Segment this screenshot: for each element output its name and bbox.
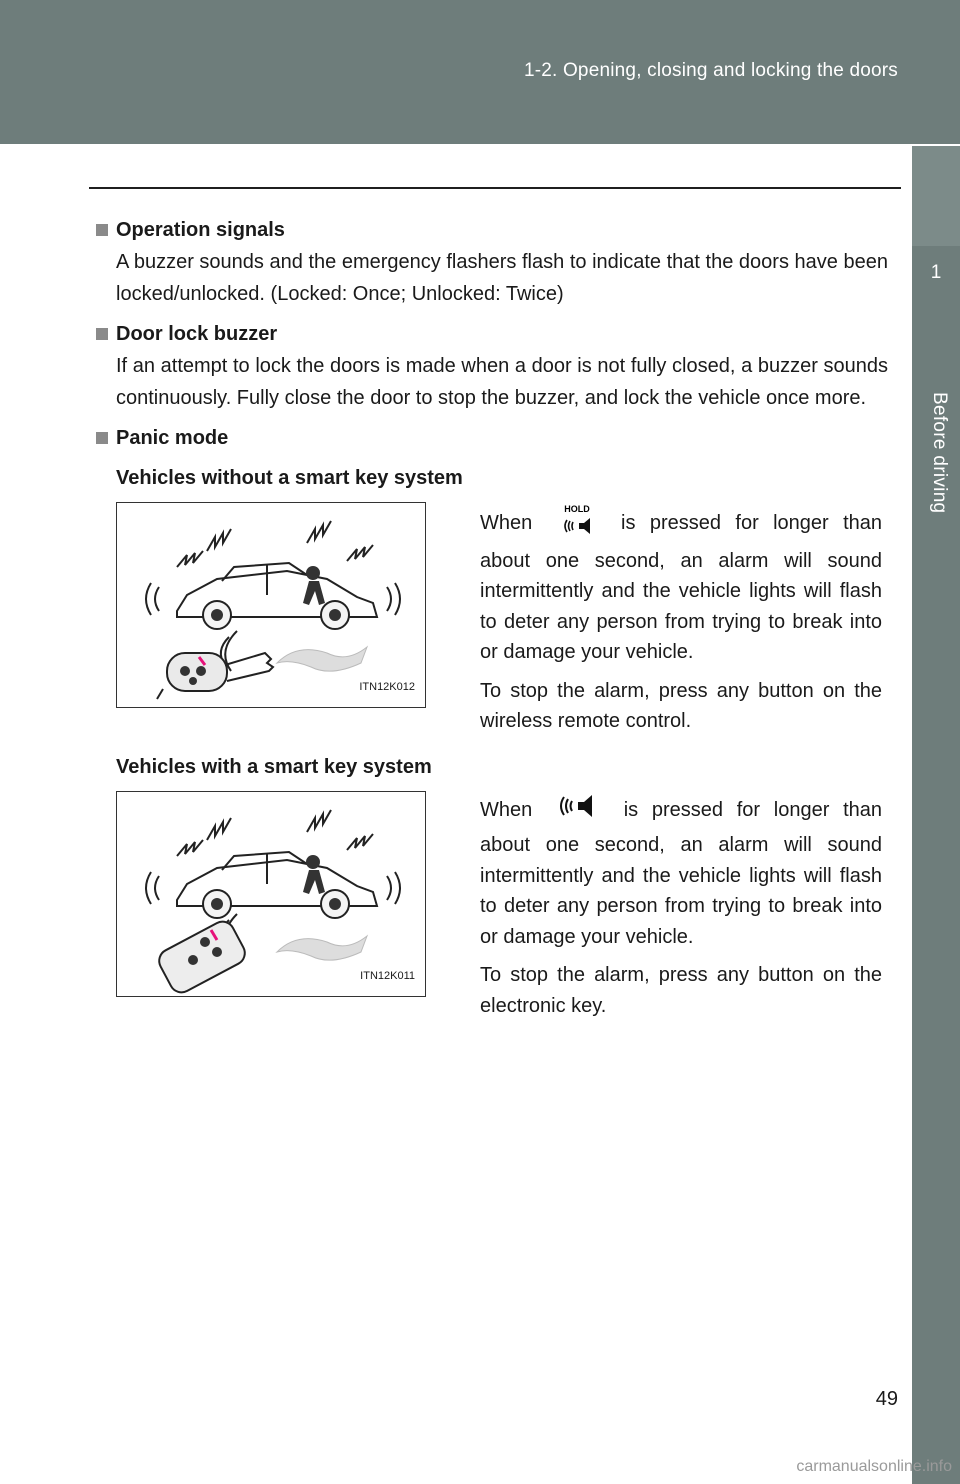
panic-description xyxy=(480,791,882,1030)
stop-alarm-text: To stop the alarm, press any button on the wireless remote control. xyxy=(480,679,882,732)
figure-alarm-smart-key xyxy=(116,791,426,997)
side-tab-marker xyxy=(912,144,960,246)
hold-icon-label: HOLD xyxy=(563,504,590,514)
text-when: When xyxy=(480,798,533,821)
text-instruction: is pressed for longer than about one second, an alarm will sound intermittently and the vehicle lights will flash to deter any person from trying to break into or damage your vehicle. xyxy=(480,512,883,663)
figure-code: ITN12K011 xyxy=(360,969,415,982)
section-title xyxy=(96,422,888,454)
section-title-text: Panic mode xyxy=(116,427,229,449)
section-title xyxy=(96,214,888,246)
panic-button-icon xyxy=(554,791,602,831)
section-title-text: Door lock buzzer xyxy=(116,323,278,345)
section-body: A buzzer sounds and the emergency flashers flash to indicate that the doors have been locked/unlocked. (Locked: Once; Unlocked: Twice) xyxy=(116,251,888,305)
bullet-square-icon xyxy=(96,328,108,340)
stop-alarm-text: To stop the alarm, press any button on the electronic key. xyxy=(480,964,882,1017)
text-instruction: is pressed for longer than about one second, an alarm will sound intermittently and the vehicle lights will flash to deter any person from trying to break into or damage your vehicle. xyxy=(480,798,882,948)
panic-instruction xyxy=(480,791,882,953)
watermark: carmanualsonline.info xyxy=(796,1458,952,1475)
chapter-number: 1 xyxy=(930,262,942,283)
panic-block-without-smart-key xyxy=(116,502,888,745)
header-rule xyxy=(89,187,901,189)
page-content xyxy=(96,214,888,1029)
text-when: When xyxy=(480,512,533,535)
page-number: 49 xyxy=(875,1388,898,1410)
figure-alarm-remote xyxy=(116,502,426,708)
side-tab xyxy=(912,144,960,1484)
section-title-text: Operation signals xyxy=(116,219,285,241)
panic-button-icon xyxy=(555,502,599,546)
section-header: 1-2. Opening, closing and locking the doors xyxy=(523,60,898,81)
subsection-heading: Vehicles without a smart key system xyxy=(116,467,463,489)
bullet-square-icon xyxy=(96,432,108,444)
section-title xyxy=(96,318,888,350)
panic-instruction xyxy=(480,502,882,668)
subsection-heading: Vehicles with a smart key system xyxy=(116,755,432,778)
chapter-title: Before driving xyxy=(929,392,950,514)
panic-description xyxy=(480,502,882,745)
panic-block-with-smart-key xyxy=(116,791,888,1030)
figure-code: ITN12K012 xyxy=(359,681,415,693)
bullet-square-icon xyxy=(96,224,108,236)
section-body: If an attempt to lock the doors is made when a door is not fully closed, a buzzer sounds continuously. Fully close the door to stop the buzzer, and lock the vehicle once more. xyxy=(116,355,888,409)
